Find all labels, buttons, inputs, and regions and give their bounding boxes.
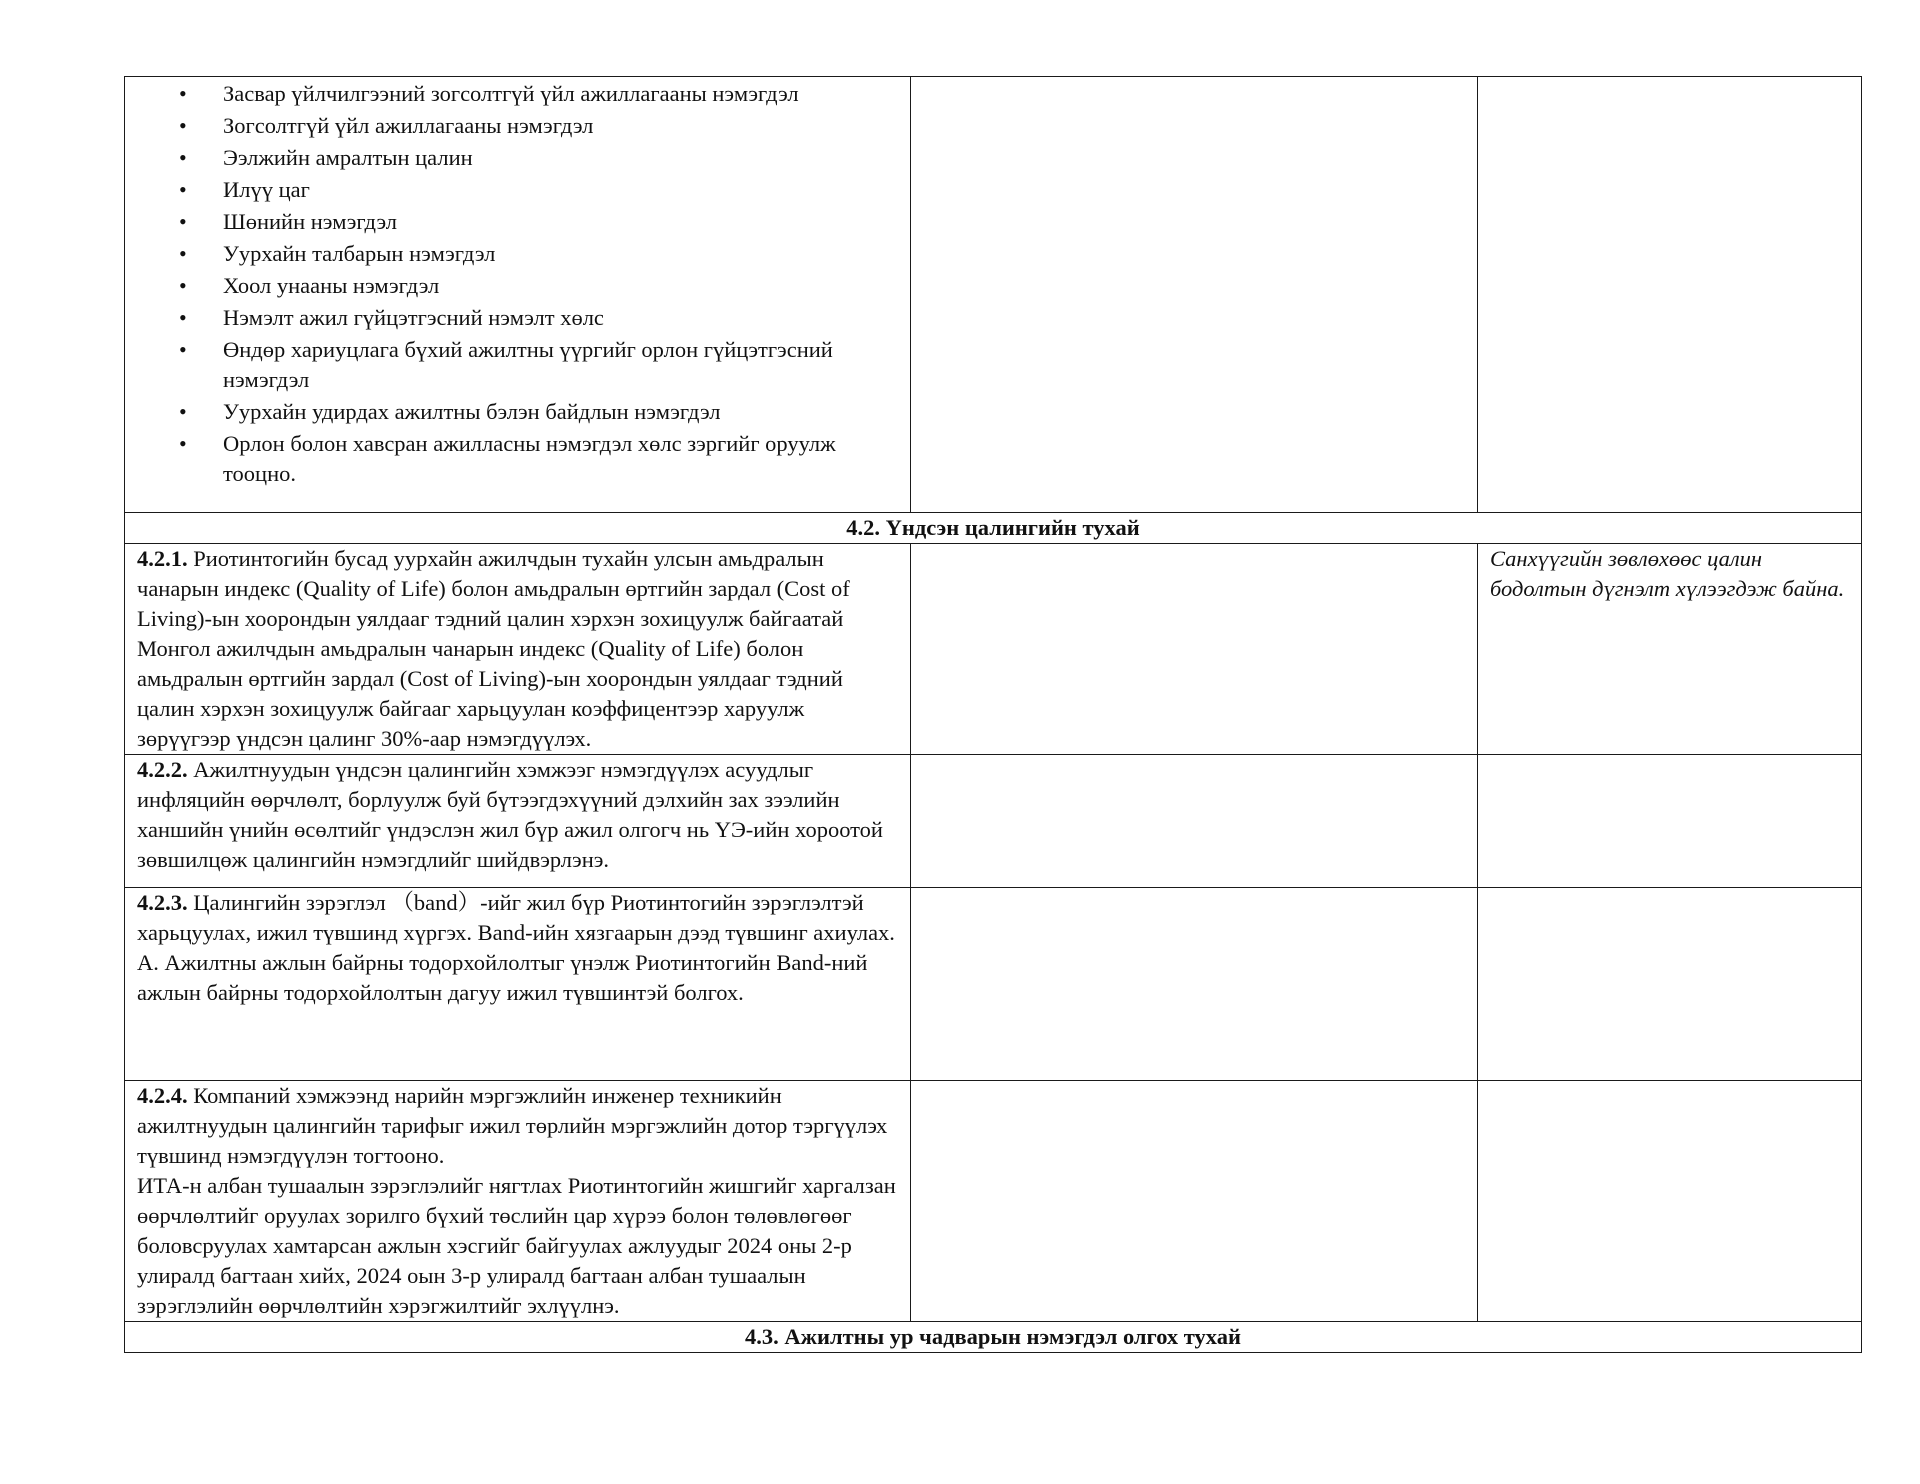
empty-cell bbox=[911, 77, 1478, 513]
item-number: 4.2.3. bbox=[137, 890, 188, 915]
item-number: 4.2.2. bbox=[137, 757, 188, 782]
item-row-4-2-2 bbox=[125, 755, 1862, 888]
item-subtext: ИТА-н албан тушаалын зэрэглэлийг нягтлах Риотинтогийн жишгийг харгалзан өөрчлөлтийг оруулах зорилго бүхий төслийн цар хүрээ болон төлөвлөгөөг боловсруулах хамтарсан ажлын хэсгийг байгуулах ажлуудыг 2024 оны 2-р улиралд багтаан хийх, 2024 оын 3-р улиралд багтаан албан тушаалын зэрэглэлийн өөрчлөлтийн хэрэгжилтийг эхлүүлнэ. bbox=[137, 1173, 896, 1318]
item-subtext: А. Ажилтны ажлын байрны тодорхойлолтыг үнэлж Риотинтогийн Band-ний ажлын байрны тодорхойлолтын дагуу ижил түвшинтэй болгох. bbox=[137, 950, 868, 1005]
item-cell-4-2-4 bbox=[125, 1081, 911, 1322]
empty-cell bbox=[911, 888, 1478, 1081]
item-number: 4.2.4. bbox=[137, 1083, 188, 1108]
item-number: 4.2.1. bbox=[137, 546, 188, 571]
empty-cell bbox=[911, 755, 1478, 888]
list-item: • Засвар үйлчилгээний зогсолтгүй үйл ажиллагааны нэмэгдэл bbox=[223, 79, 898, 109]
item-text: Ажилтнуудын үндсэн цалингийн хэмжээг нэмэгдүүлэх асуудлыг инфляцийн өөрчлөлт, борлуулж буй бүтээгдэхүүний дэлхийн зах зээлийн ханшийн үнийн өсөлтийг үндэслэн жил бүр ажил олгогч нь ҮЭ-ийн хороотой зөвшилцөж цалингийн нэмэгдлийг шийдвэрлэнэ. bbox=[137, 757, 883, 872]
list-item: • Нэмэлт ажил гүйцэтгэсний нэмэлт хөлс bbox=[223, 303, 898, 333]
list-item: • Уурхайн талбарын нэмэгдэл bbox=[223, 239, 898, 269]
empty-cell bbox=[1478, 77, 1862, 513]
list-item: • Өндөр хариуцлага бүхий ажилтны үүргийг орлон гүйцэтгэсний нэмэгдэл bbox=[223, 335, 898, 395]
document-table bbox=[124, 76, 1862, 1353]
item-row-4-2-4 bbox=[125, 1081, 1862, 1322]
item-text: Цалингийн зэрэглэл （band）-ийг жил бүр Риотинтогийн зэрэглэлтэй харьцуулах, ижил түвшинд хүргэх. Band-ийн хязгаарын дээд түвшинг ахиулах. bbox=[137, 890, 895, 945]
allowance-list bbox=[137, 79, 898, 489]
section-title-4-2: 4.2. Үндсэн цалингийн тухай bbox=[125, 513, 1862, 544]
empty-cell bbox=[911, 1081, 1478, 1322]
section-header-row bbox=[125, 513, 1862, 544]
item-text: Риотинтогийн бусад уурхайн ажилчдын тухайн улсын амьдралын чанарын индекс (Quality of Life) болон амьдралын өртгийн зардал (Cost of Living)-ын хоорондын уялдааг тэдний цалин хэрхэн зохицуулж байгаатай Монгол ажилчдын амьдралын чанарын индекс (Quality of Life) болон амьдралын өртгийн зардал (Cost of Living)-ын хоорондын уялдааг тэдний цалин хэрхэн зохицуулж байгааг харьцуулан коэффицентээр харуулж зөрүүгээр үндсэн цалинг 30%-аар нэмэгдүүлэх. bbox=[137, 546, 850, 751]
list-item: • Шөнийн нэмэгдэл bbox=[223, 207, 898, 237]
empty-cell bbox=[1478, 1081, 1862, 1322]
empty-cell bbox=[911, 544, 1478, 755]
list-item: • Зогсолтгүй үйл ажиллагааны нэмэгдэл bbox=[223, 111, 898, 141]
empty-cell bbox=[1478, 755, 1862, 888]
section-header-row bbox=[125, 1322, 1862, 1353]
item-text: Компаний хэмжээнд нарийн мэргэжлийн инженер техникийн ажилтнуудын цалингийн тарифыг ижил төрлийн мэргэжлийн дотор тэргүүлэх түвшинд нэмэгдүүлэн тогтооно. bbox=[137, 1083, 888, 1168]
item-cell-4-2-2 bbox=[125, 755, 911, 888]
item-cell-4-2-1 bbox=[125, 544, 911, 755]
list-item: • Уурхайн удирдах ажилтны бэлэн байдлын нэмэгдэл bbox=[223, 397, 898, 427]
bullet-row bbox=[125, 77, 1862, 513]
bullet-cell bbox=[125, 77, 911, 513]
list-item: • Хоол унааны нэмэгдэл bbox=[223, 271, 898, 301]
section-title-4-3: 4.3. Ажилтны ур чадварын нэмэгдэл олгох тухай bbox=[125, 1322, 1862, 1353]
note-cell: Санхүүгийн зөвлөхөөс цалин бодолтын дүгнэлт хүлээгдэж байна. bbox=[1478, 544, 1862, 755]
item-row-4-2-3 bbox=[125, 888, 1862, 1081]
item-row-4-2-1 bbox=[125, 544, 1862, 755]
list-item: • Илүү цаг bbox=[223, 175, 898, 205]
item-cell-4-2-3 bbox=[125, 888, 911, 1081]
empty-cell bbox=[1478, 888, 1862, 1081]
list-item: • Орлон болон хавсран ажилласны нэмэгдэл хөлс зэргийг оруулж тооцно. bbox=[223, 429, 898, 489]
list-item: • Ээлжийн амралтын цалин bbox=[223, 143, 898, 173]
